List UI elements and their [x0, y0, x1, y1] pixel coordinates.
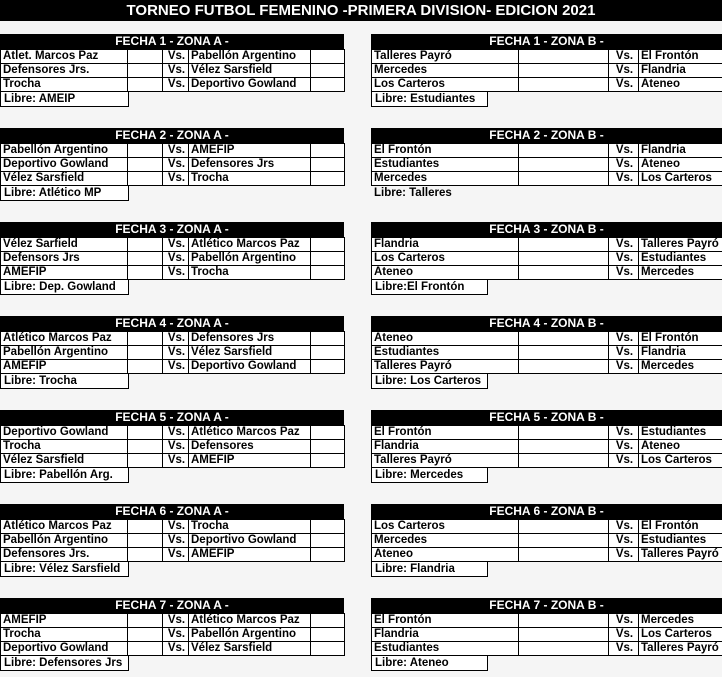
home-team: Vélez Sarfield [1, 238, 128, 252]
versus-label: Vs. [609, 628, 639, 642]
home-score-cell [128, 252, 163, 266]
versus-label: Vs. [163, 172, 189, 186]
fecha-header: FECHA 3 - ZONA B - [371, 222, 722, 237]
match-row [1, 426, 345, 440]
away-team: AMEFIP [189, 548, 311, 562]
match-row [372, 78, 722, 92]
home-score-cell [519, 360, 609, 374]
match-row [1, 64, 345, 78]
match-row [372, 614, 722, 628]
versus-label: Vs. [609, 64, 639, 78]
home-score-cell [519, 78, 609, 92]
versus-label: Vs. [609, 360, 639, 374]
away-score-cell [311, 238, 345, 252]
away-team: Flandria [639, 64, 722, 78]
versus-label: Vs. [163, 520, 189, 534]
versus-label: Vs. [609, 346, 639, 360]
home-score-cell [128, 266, 163, 280]
versus-label: Vs. [163, 440, 189, 454]
home-team: El Frontón [372, 426, 519, 440]
match-row [372, 628, 722, 642]
home-team: Defensors Jrs [1, 252, 128, 266]
away-score-cell [311, 360, 345, 374]
away-score-cell [311, 64, 345, 78]
home-team: Trocha [1, 628, 128, 642]
versus-label: Vs. [609, 642, 639, 656]
home-team: Estudiantes [372, 642, 519, 656]
match-row [1, 628, 345, 642]
fecha-header: FECHA 1 - ZONA A - [0, 34, 344, 49]
away-score-cell [311, 78, 345, 92]
bye-team-label: Libre: Atlético MP [0, 186, 129, 201]
versus-label: Vs. [163, 360, 189, 374]
away-team: Deportivo Gowland [189, 360, 311, 374]
home-score-cell [128, 144, 163, 158]
fecha-header: FECHA 1 - ZONA B - [371, 34, 722, 49]
home-team: Mercedes [372, 534, 519, 548]
home-score-cell [519, 266, 609, 280]
fecha-header: FECHA 6 - ZONA A - [0, 504, 344, 519]
match-row [1, 440, 345, 454]
home-team: Atlético Marcos Paz [1, 332, 128, 346]
home-score-cell [128, 520, 163, 534]
bye-team-label: Libre: Los Carteros [371, 374, 488, 389]
match-row [1, 266, 345, 280]
away-team: Vélez Sarsfield [189, 64, 311, 78]
match-row [1, 642, 345, 656]
match-row [372, 238, 722, 252]
away-team: Trocha [189, 266, 311, 280]
away-score-cell [311, 252, 345, 266]
fecha-2-zona-b-block [371, 128, 722, 201]
versus-label: Vs. [163, 238, 189, 252]
match-row [1, 548, 345, 562]
home-team: Atlet. Marcos Paz [1, 50, 128, 64]
match-row [1, 454, 345, 468]
versus-label: Vs. [609, 332, 639, 346]
matches-table [0, 613, 345, 656]
away-team: Mercedes [639, 360, 722, 374]
versus-label: Vs. [609, 252, 639, 266]
home-score-cell [519, 64, 609, 78]
bye-team-label: Libre: Talleres [374, 187, 452, 199]
fecha-header: FECHA 6 - ZONA B - [371, 504, 722, 519]
home-team: Ateneo [372, 548, 519, 562]
away-score-cell [311, 158, 345, 172]
versus-label: Vs. [163, 252, 189, 266]
away-team: Estudiantes [639, 252, 722, 266]
versus-label: Vs. [609, 426, 639, 440]
home-team: Flandria [372, 440, 519, 454]
away-score-cell [311, 520, 345, 534]
away-score-cell [311, 172, 345, 186]
bye-team-label: Libre: Vélez Sarsfield [0, 562, 129, 577]
match-row [372, 534, 722, 548]
away-score-cell [311, 548, 345, 562]
home-team: El Frontón [372, 144, 519, 158]
versus-label: Vs. [163, 64, 189, 78]
home-score-cell [128, 548, 163, 562]
bye-team-label: Libre: Trocha [0, 374, 129, 389]
fecha-3-zona-a-block [0, 222, 344, 295]
home-team: Los Carteros [372, 520, 519, 534]
matches-table [371, 331, 722, 374]
match-row [1, 172, 345, 186]
match-row [1, 520, 345, 534]
fecha-header: FECHA 7 - ZONA A - [0, 598, 344, 613]
match-row [372, 64, 722, 78]
away-team: Los Carteros [639, 454, 722, 468]
versus-label: Vs. [163, 534, 189, 548]
match-row [1, 158, 345, 172]
fecha-header: FECHA 2 - ZONA A - [0, 128, 344, 143]
match-row [1, 252, 345, 266]
match-row [1, 346, 345, 360]
match-row [1, 614, 345, 628]
versus-label: Vs. [609, 172, 639, 186]
home-team: Vélez Sarsfield [1, 454, 128, 468]
versus-label: Vs. [609, 238, 639, 252]
match-row [1, 534, 345, 548]
versus-label: Vs. [609, 266, 639, 280]
away-team: Vélez Sarsfield [189, 642, 311, 656]
fecha-4-zona-b-block [371, 316, 722, 389]
fecha-header: FECHA 2 - ZONA B - [371, 128, 722, 143]
home-team: AMEFIP [1, 266, 128, 280]
versus-label: Vs. [609, 614, 639, 628]
home-score-cell [128, 642, 163, 656]
match-row [372, 548, 722, 562]
bye-team-label: Libre: Pabellón Arg. [0, 468, 129, 483]
home-team: AMEFIP [1, 360, 128, 374]
home-score-cell [519, 454, 609, 468]
home-score-cell [519, 534, 609, 548]
match-row [372, 426, 722, 440]
home-team: AMEFIP [1, 614, 128, 628]
away-score-cell [311, 144, 345, 158]
home-team: Estudiantes [372, 158, 519, 172]
away-score-cell [311, 440, 345, 454]
away-score-cell [311, 332, 345, 346]
away-team: Atlético Marcos Paz [189, 426, 311, 440]
versus-label: Vs. [163, 628, 189, 642]
home-score-cell [519, 238, 609, 252]
fecha-4-zona-a-block [0, 316, 344, 389]
home-team: Atlético Marcos Paz [1, 520, 128, 534]
away-team: Defensores Jrs [189, 158, 311, 172]
home-team: Los Carteros [372, 252, 519, 266]
matches-table [371, 143, 722, 186]
away-score-cell [311, 614, 345, 628]
versus-label: Vs. [163, 144, 189, 158]
home-score-cell [128, 440, 163, 454]
versus-label: Vs. [609, 158, 639, 172]
away-team: Deportivo Gowland [189, 78, 311, 92]
home-score-cell [128, 332, 163, 346]
match-row [1, 238, 345, 252]
fecha-header: FECHA 3 - ZONA A - [0, 222, 344, 237]
versus-label: Vs. [609, 50, 639, 64]
home-team: Trocha [1, 440, 128, 454]
away-team: Atlético Marcos Paz [189, 238, 311, 252]
match-row [1, 332, 345, 346]
versus-label: Vs. [163, 346, 189, 360]
away-team: Talleres Payró [639, 238, 722, 252]
fecha-header: FECHA 4 - ZONA B - [371, 316, 722, 331]
away-score-cell [311, 534, 345, 548]
match-row [372, 144, 722, 158]
away-team: Los Carteros [639, 628, 722, 642]
away-team: Deportivo Gowland [189, 534, 311, 548]
home-score-cell [128, 346, 163, 360]
away-team: Pabellón Argentino [189, 50, 311, 64]
versus-label: Vs. [163, 50, 189, 64]
away-team: Flandria [639, 144, 722, 158]
versus-label: Vs. [163, 426, 189, 440]
matches-table [371, 425, 722, 468]
match-row [1, 50, 345, 64]
versus-label: Vs. [163, 642, 189, 656]
away-team: Talleres Payró [639, 642, 722, 656]
bye-team-label: Libre: Defensores Jrs [0, 656, 129, 671]
versus-label: Vs. [609, 548, 639, 562]
home-score-cell [128, 534, 163, 548]
home-score-cell [519, 50, 609, 64]
matches-table [0, 519, 345, 562]
versus-label: Vs. [609, 144, 639, 158]
matches-table [0, 49, 345, 92]
home-score-cell [128, 158, 163, 172]
fecha-7-zona-a-block [0, 598, 344, 671]
away-team: Defensores Jrs [189, 332, 311, 346]
home-score-cell [519, 520, 609, 534]
away-team: El Frontón [639, 50, 722, 64]
matches-table [0, 143, 345, 186]
home-team: Deportivo Gowland [1, 158, 128, 172]
home-team: Talleres Payró [372, 50, 519, 64]
match-row [372, 266, 722, 280]
home-team: Pabellón Argentino [1, 346, 128, 360]
match-row [1, 360, 345, 374]
fecha-1-zona-b-block [371, 34, 722, 107]
home-team: Flandria [372, 238, 519, 252]
home-score-cell [519, 346, 609, 360]
home-score-cell [519, 158, 609, 172]
away-team: El Frontón [639, 332, 722, 346]
matches-table [0, 237, 345, 280]
matches-table [371, 519, 722, 562]
fecha-1-zona-a-block [0, 34, 344, 107]
page-title: TORNEO FUTBOL FEMENINO -PRIMERA DIVISION- EDICION 2021 [0, 0, 722, 21]
home-score-cell [128, 50, 163, 64]
home-team: El Frontón [372, 614, 519, 628]
home-team: Pabellón Argentino [1, 144, 128, 158]
home-team: Deportivo Gowland [1, 426, 128, 440]
home-team: Trocha [1, 78, 128, 92]
fecha-header: FECHA 5 - ZONA A - [0, 410, 344, 425]
away-team: Trocha [189, 520, 311, 534]
away-score-cell [311, 642, 345, 656]
versus-label: Vs. [163, 332, 189, 346]
home-team: Defensores Jrs. [1, 64, 128, 78]
away-team: Mercedes [639, 266, 722, 280]
away-team: AMEFIP [189, 144, 311, 158]
fecha-6-zona-a-block [0, 504, 344, 577]
away-team: El Frontón [639, 520, 722, 534]
match-row [372, 346, 722, 360]
fecha-header: FECHA 7 - ZONA B - [371, 598, 722, 613]
away-score-cell [311, 426, 345, 440]
away-team: Ateneo [639, 440, 722, 454]
matches-table [0, 331, 345, 374]
versus-label: Vs. [163, 454, 189, 468]
home-score-cell [128, 64, 163, 78]
bye-team-label: Libre: AMEIP [0, 92, 129, 107]
matches-table [371, 49, 722, 92]
match-row [1, 144, 345, 158]
versus-label: Vs. [609, 78, 639, 92]
fecha-header: FECHA 4 - ZONA A - [0, 316, 344, 331]
home-score-cell [128, 614, 163, 628]
away-team: Estudiantes [639, 426, 722, 440]
away-score-cell [311, 50, 345, 64]
versus-label: Vs. [163, 78, 189, 92]
fecha-5-zona-b-block [371, 410, 722, 483]
match-row [372, 172, 722, 186]
versus-label: Vs. [609, 534, 639, 548]
bye-team-label: Libre: Ateneo [371, 656, 488, 671]
away-team: Ateneo [639, 78, 722, 92]
versus-label: Vs. [609, 520, 639, 534]
away-team: Pabellón Argentino [189, 628, 311, 642]
home-score-cell [128, 628, 163, 642]
home-team: Ateneo [372, 332, 519, 346]
versus-label: Vs. [609, 454, 639, 468]
match-row [372, 360, 722, 374]
home-team: Estudiantes [372, 346, 519, 360]
away-team: Flandria [639, 346, 722, 360]
bye-team-label: Libre:El Frontón [371, 280, 488, 295]
match-row [1, 78, 345, 92]
home-score-cell [128, 426, 163, 440]
home-score-cell [519, 628, 609, 642]
away-team: Los Carteros [639, 172, 722, 186]
home-score-cell [128, 238, 163, 252]
home-team: Talleres Payró [372, 454, 519, 468]
match-row [372, 252, 722, 266]
home-score-cell [519, 172, 609, 186]
versus-label: Vs. [609, 440, 639, 454]
home-team: Ateneo [372, 266, 519, 280]
home-score-cell [519, 614, 609, 628]
match-row [372, 520, 722, 534]
match-row [372, 332, 722, 346]
away-team: Vélez Sarsfield [189, 346, 311, 360]
home-score-cell [519, 642, 609, 656]
away-score-cell [311, 454, 345, 468]
away-team: Atlético Marcos Paz [189, 614, 311, 628]
away-score-cell [311, 266, 345, 280]
matches-table [0, 425, 345, 468]
fecha-7-zona-b-block [371, 598, 722, 671]
bye-team-label: Libre: Dep. Gowland [0, 280, 129, 295]
match-row [372, 50, 722, 64]
home-team: Mercedes [372, 172, 519, 186]
home-score-cell [128, 454, 163, 468]
away-team: Estudiantes [639, 534, 722, 548]
bye-team-label: Libre: Estudiantes [371, 92, 488, 107]
home-score-cell [519, 252, 609, 266]
home-team: Pabellón Argentino [1, 534, 128, 548]
away-team: Ateneo [639, 158, 722, 172]
home-team: Los Carteros [372, 78, 519, 92]
away-team: Defensores [189, 440, 311, 454]
home-score-cell [128, 78, 163, 92]
bye-team-label: Libre: Mercedes [371, 468, 488, 483]
fecha-3-zona-b-block [371, 222, 722, 295]
fecha-2-zona-a-block [0, 128, 344, 201]
home-score-cell [519, 548, 609, 562]
versus-label: Vs. [163, 158, 189, 172]
match-row [372, 642, 722, 656]
away-score-cell [311, 346, 345, 360]
bye-team-label: Libre: Flandria [371, 562, 488, 577]
home-team: Flandria [372, 628, 519, 642]
matches-table [371, 237, 722, 280]
match-row [372, 440, 722, 454]
home-team: Mercedes [372, 64, 519, 78]
away-team: AMEFIP [189, 454, 311, 468]
away-score-cell [311, 628, 345, 642]
versus-label: Vs. [163, 614, 189, 628]
home-score-cell [519, 332, 609, 346]
versus-label: Vs. [163, 266, 189, 280]
versus-label: Vs. [163, 548, 189, 562]
home-score-cell [519, 144, 609, 158]
home-score-cell [128, 172, 163, 186]
matches-table [371, 613, 722, 656]
fecha-6-zona-b-block [371, 504, 722, 577]
match-row [372, 158, 722, 172]
home-team: Vélez Sarsfield [1, 172, 128, 186]
home-team: Deportivo Gowland [1, 642, 128, 656]
home-score-cell [519, 440, 609, 454]
away-team: Talleres Payró [639, 548, 722, 562]
fecha-header: FECHA 5 - ZONA B - [371, 410, 722, 425]
away-team: Mercedes [639, 614, 722, 628]
away-team: Pabellón Argentino [189, 252, 311, 266]
away-team: Trocha [189, 172, 311, 186]
home-score-cell [519, 426, 609, 440]
match-row [372, 454, 722, 468]
home-team: Talleres Payró [372, 360, 519, 374]
fecha-5-zona-a-block [0, 410, 344, 483]
home-score-cell [128, 360, 163, 374]
home-team: Defensores Jrs. [1, 548, 128, 562]
